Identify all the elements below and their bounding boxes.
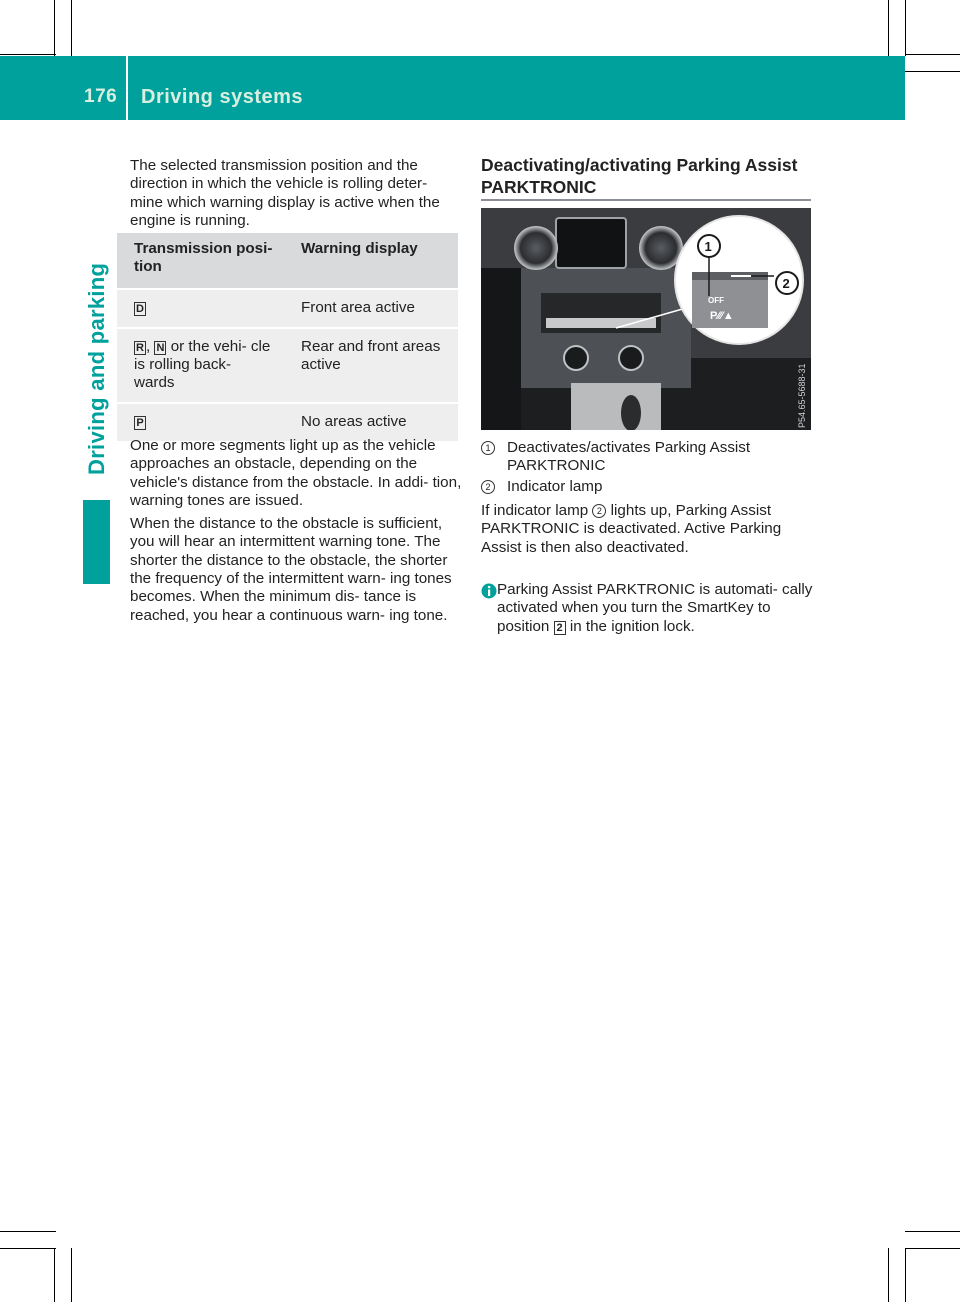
body-paragraph: One or more segments light up as the vehicle approaches an obstacle, depending on the vehicle's distance from the obstacle. In addi- tion, warning tones are issued. [130, 437, 462, 509]
crop-mark [71, 1248, 72, 1302]
legend-marker: 2 [481, 478, 495, 496]
table-cell-warning: Rear and front areas active [284, 328, 458, 403]
page-title: Driving systems [141, 86, 304, 108]
button-off-label: OFF [708, 296, 724, 305]
crop-mark [905, 1248, 960, 1249]
crop-mark [888, 1248, 889, 1302]
crop-mark [0, 1248, 56, 1249]
gear-r-icon: R [134, 341, 146, 355]
crop-mark [0, 54, 56, 55]
callout-2: 2 [782, 276, 790, 291]
table-row [117, 289, 458, 328]
table-cell-position [117, 403, 284, 441]
table-cell-position [117, 289, 284, 328]
crop-mark [71, 0, 72, 56]
table-row [117, 403, 458, 441]
crop-mark [54, 0, 55, 56]
legend-marker: 1 [481, 439, 495, 457]
legend-text: Indicator lamp [507, 478, 603, 495]
info-icon [481, 583, 497, 599]
lamp-text-after: lights up, Parking Assist PARKTRONIC is deactivated. Active Parking Assist is then also deactivated. [481, 502, 782, 556]
gear-n-icon: N [154, 341, 166, 355]
legend-text: Deactivates/activates Parking Assist PARKTRONIC [507, 439, 751, 474]
crop-mark [905, 71, 960, 72]
crop-mark [54, 1248, 55, 1302]
crop-mark [905, 1248, 906, 1302]
legend-item [481, 439, 811, 475]
intro-paragraph [130, 157, 460, 235]
table-row [117, 328, 458, 403]
crop-mark [905, 0, 906, 56]
table-cell-warning: Front area active [284, 289, 458, 328]
gear-p-icon: P [134, 416, 146, 430]
lamp-text-before: If indicator lamp [481, 502, 589, 519]
crop-mark [905, 54, 960, 55]
body-paragraph: When the distance to the obstacle is sufficient, you will hear an intermittent warning tone. The shorter the distance to the obstacle, the shorter the frequency of the intermittent warn- ing tones becomes. When the minimum dis- tance is reached, you hear a continuous warn- ing tone. [130, 515, 452, 624]
callout-1: 1 [704, 239, 712, 254]
section-divider [481, 199, 811, 201]
image-code: P54.65-5688-31 [797, 363, 807, 428]
crop-mark [888, 0, 889, 56]
section-heading: Deactivating/activating Parking Assist PARKTRONIC [481, 155, 798, 197]
warning-table [117, 233, 458, 441]
table-cell-position-text: or the vehi- cle is rolling back- wards [134, 338, 271, 391]
intro-text: The selected transmission position and the direction in which the vehicle is rolling deter- mine which warning display is active when the engine is running. [130, 157, 440, 229]
info-text-after: in the ignition lock. [569, 617, 695, 635]
info-note [497, 581, 817, 636]
svg-text:P⁄⁄⁄▲: P⁄⁄⁄▲ [710, 310, 734, 322]
table-header-row [117, 233, 458, 289]
page-number: 176 [84, 86, 118, 107]
parking-assist-photo [481, 208, 811, 430]
gear-d-icon: D [134, 302, 146, 316]
lamp-marker: 2 [592, 504, 606, 518]
info-text-before: Parking Assist PARKTRONIC is automati- cally activated when you turn the SmartKey to position [497, 581, 813, 635]
key-position-icon: 2 [554, 621, 566, 635]
crop-mark [0, 1231, 56, 1232]
table-header-warning: Warning display [284, 233, 458, 289]
table-cell-position: R , N or the vehi- cle is rolling back- wards [117, 328, 284, 403]
side-tab-block [83, 500, 110, 584]
body-text [130, 437, 462, 630]
crop-mark [905, 1231, 960, 1232]
table-cell-warning: No areas active [284, 403, 458, 441]
dashboard-illustration [481, 208, 811, 430]
table-header-transmission: Transmission posi- tion [117, 233, 284, 289]
legend-item [481, 478, 811, 496]
indicator-lamp-paragraph [481, 502, 811, 557]
side-tab-label: Driving and parking [84, 262, 109, 475]
